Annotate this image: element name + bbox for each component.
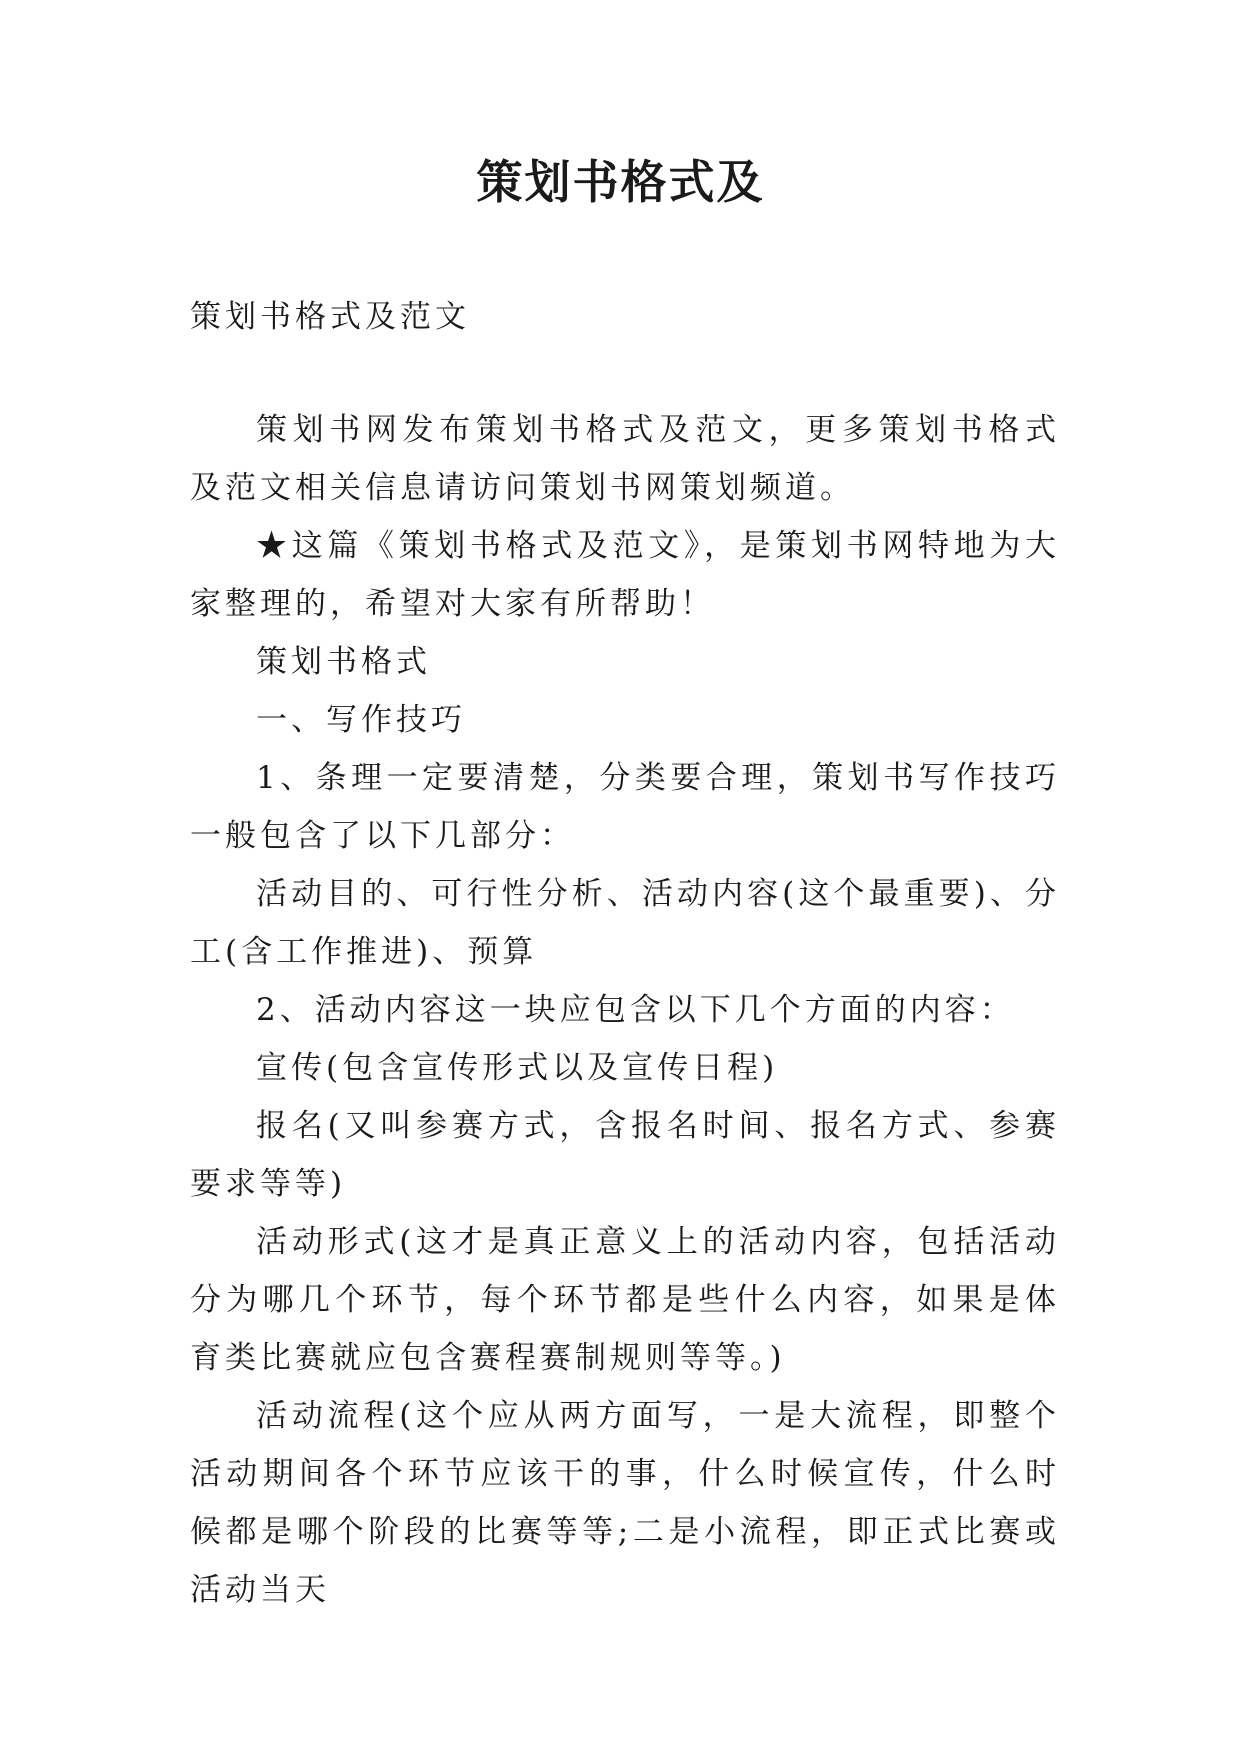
paragraph-tip-1: 1、条理一定要清楚，分类要合理，策划书写作技巧一般包含了以下几部分：: [190, 760, 1060, 854]
section-heading-format: 策划书格式: [256, 644, 431, 680]
paragraph-activity-form: 活动形式(这才是真正意义上的活动内容，包括活动分为哪几个环节，每个环节都是些什么内容，如果是体育类比赛就应包含赛程赛制规则等等。): [190, 1224, 1060, 1376]
paragraph-registration: 报名(又叫参赛方式，含报名时间、报名方式、参赛要求等等): [190, 1108, 1060, 1202]
section-heading-writing-tips: 一、写作技巧: [256, 702, 466, 738]
paragraph-tip-2: 2、活动内容这一块应包含以下几个方面的内容：: [256, 992, 1015, 1028]
document-subtitle: 策划书格式及范文: [190, 299, 470, 335]
paragraph-parts-list: 活动目的、可行性分析、活动内容(这个最重要)、分工(含工作推进)、预算: [190, 876, 1060, 970]
document-body: [190, 288, 1060, 1619]
document-title: 策划书格式及: [476, 155, 765, 209]
paragraph-activity-flow: 活动流程(这个应从两方面写，一是大流程，即整个活动期间各个环节应该干的事，什么时候宣传，什么时候都是哪个阶段的比赛等等;二是小流程，即正式比赛或活动当天: [190, 1398, 1060, 1608]
paragraph-note: ★这篇《策划书格式及范文》，是策划书网特地为大家整理的，希望对大家有所帮助！: [190, 528, 1060, 622]
paragraph-intro: 策划书网发布策划书格式及范文，更多策划书格式及范文相关信息请访问策划书网策划频道。: [190, 412, 1060, 506]
paragraph-publicity: 宣传(包含宣传形式以及宣传日程): [256, 1050, 779, 1086]
